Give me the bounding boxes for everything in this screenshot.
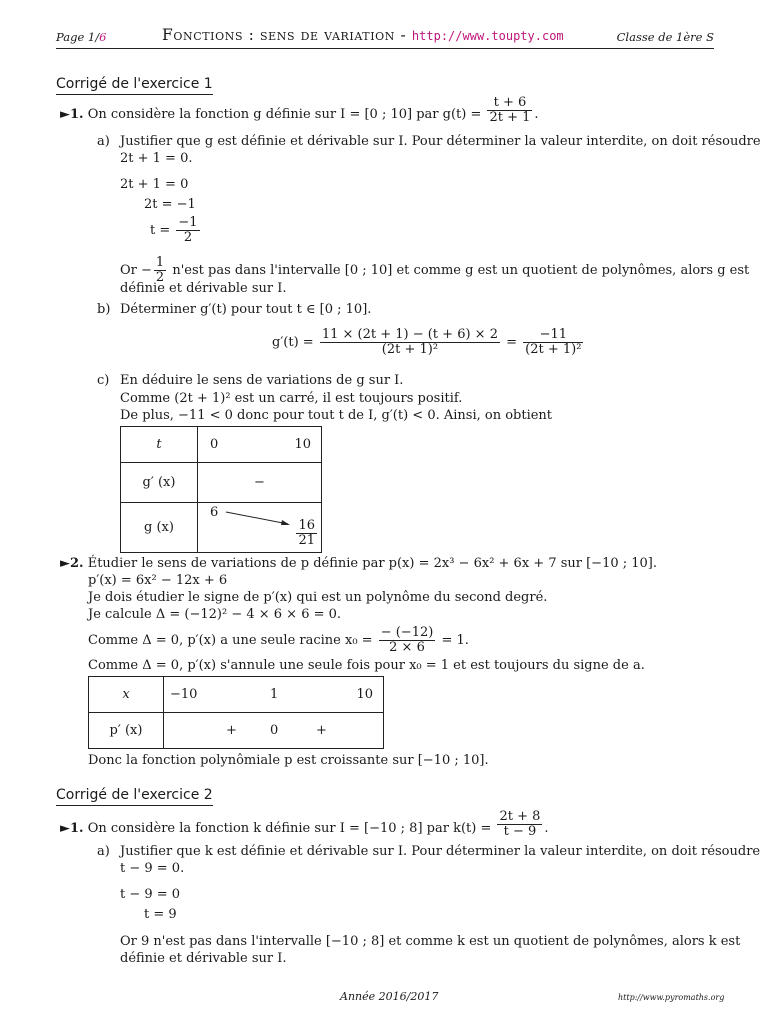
table2-pprime-signs: + 0 + — [164, 713, 384, 749]
page-number: Page 1/6 — [56, 30, 107, 44]
table1-gprime-header: g′ (x) — [121, 463, 198, 503]
ex1-a-label: a) — [97, 134, 110, 149]
page-header — [56, 26, 714, 49]
ex1-q1-text: On considère la fonction g définie sur I = [0 ; 10] par g(t) = — [87, 107, 482, 122]
decreasing-arrow-icon — [224, 509, 296, 529]
ex1-c-label: c) — [97, 373, 110, 388]
table2-pprime-header: p′ (x) — [89, 713, 164, 749]
ex1-q2-line-2: Je dois étudier le signe de p′(x) qui est un polynôme du second degré. — [88, 590, 548, 605]
table1-g-variation — [198, 503, 322, 553]
ex2-a-text: Justifier que k est définie et dérivable sur I. Pour déterminer la valeur interdite, on doit résoudre — [120, 844, 761, 859]
ex1-b-label: b) — [97, 302, 111, 317]
ex2-a-label: a) — [97, 844, 110, 859]
page-title: Fonctions : sens de variation - http://www.toupty.com — [162, 26, 564, 44]
ex1-b-text: Déterminer g′(t) pour tout t ∈ [0 ; 10]. — [120, 302, 372, 317]
variation-table-g — [120, 426, 322, 553]
ex1-eq-3: t = $\frac{-1}{2}$ — [150, 215, 198, 245]
footer-year: Année 2016/2017 — [340, 990, 439, 1003]
ex1-eq-1: 2t + 1 = 0 — [120, 177, 189, 192]
ex1-a-text: Justifier que g est définie et dérivable sur I. Pour déterminer la valeur interdite, on doit résoudre — [120, 134, 761, 149]
ex1-or-line-2: définie et dérivable sur I. — [120, 281, 287, 296]
ex1-q2: ►2. Étudier le sens de variations de p définie par p(x) = 2x³ − 6x² + 6x + 7 sur [−10 ; 10]. — [60, 556, 658, 571]
ex1-q1: ►1. On considère la fonction g définie sur I = [0 ; 10] par g(t) = $\frac{t + 6}{2t + 1}$ . — [60, 95, 539, 125]
ex1-a-text-2: 2t + 1 = 0. — [120, 151, 193, 166]
ex1-q2-line-5: Comme Δ = 0, p′(x) s'annule une seule fois pour x₀ = 1 et est toujours du signe de a. — [88, 658, 645, 673]
ex1-q2-line-1: p′(x) = 6x² − 12x + 6 — [88, 573, 228, 588]
ex2-a-text-2: t − 9 = 0. — [120, 861, 185, 876]
table1-g-start: 6 — [210, 505, 219, 520]
ex1-q2-conclusion: Donc la fonction polynômiale p est croissante sur [−10 ; 10]. — [88, 753, 489, 768]
ex2-q1: ►1. On considère la fonction k définie sur I = [−10 ; 8] par k(t) = $\frac{2t + 8}{t - 9}$ . — [60, 809, 549, 839]
ex2-or-line-2: définie et dérivable sur I. — [120, 951, 287, 966]
ex1-derivative: g′(t) = $\frac{11 \times (2t + 1) - (t + 6) \times 2}{\text{(2t + 1)²}}$ = $\frac{-11}{\text{(2t + 1)²}}$ — [272, 327, 582, 357]
ex1-c-line-2: Comme (2t + 1)² est un carré, il est toujours positif. — [120, 391, 463, 406]
ex1-q2-line-4: Comme Δ = 0, p′(x) a une seule racine x₀ = $\frac{- (-12)}{2 \times 6}$ = 1. — [88, 625, 469, 655]
exercise-1-heading: Corrigé de l'exercice 1 — [56, 76, 213, 95]
ex1-q1-marker: ►1. — [60, 107, 84, 122]
ex1-eq-2: 2t = −1 — [144, 197, 196, 212]
table1-g-end: $\frac{16}{21}$ — [298, 518, 315, 548]
ex1-or-line: Or − $\frac{1}{2}$ n'est pas dans l'intervalle [0 ; 10] et comme g est un quotient de polynômes, alors g est — [120, 255, 750, 285]
ex1-c-text: En déduire le sens de variations de g sur I. — [120, 373, 404, 388]
table1-g-header: g (x) — [121, 503, 198, 553]
table1-gprime-sign: − — [198, 463, 322, 503]
ex1-g-fraction: $\frac{t + 6}{2t + 1}$ — [489, 95, 531, 125]
ex1-c-line-3: De plus, −11 < 0 donc pour tout t de I, g′(t) < 0. Ainsi, on obtient — [120, 408, 553, 423]
table2-x-values: −10 1 10 — [164, 677, 384, 713]
ex2-or-line: Or 9 n'est pas dans l'intervalle [−10 ; 8] et comme k est un quotient de polynômes, alors k est — [120, 934, 741, 949]
ex1-q2-line-3: Je calcule Δ = (−12)² − 4 × 6 × 6 = 0. — [88, 607, 342, 622]
ex2-eq-1: t − 9 = 0 — [120, 887, 181, 902]
table1-t-header: t — [121, 427, 198, 463]
footer-url-link[interactable]: http://www.pyromaths.org — [618, 993, 725, 1002]
table1-t-values: 0 10 — [198, 427, 322, 463]
header-url-link[interactable]: http://www.toupty.com — [411, 29, 564, 43]
exercise-2-heading: Corrigé de l'exercice 2 — [56, 787, 213, 806]
table2-x-header: x — [89, 677, 164, 713]
page-total-link[interactable]: 6 — [99, 30, 107, 44]
class-label: Classe de 1ère S — [616, 30, 714, 44]
sign-table-pprime — [88, 676, 384, 749]
ex2-eq-2: t = 9 — [144, 907, 177, 922]
